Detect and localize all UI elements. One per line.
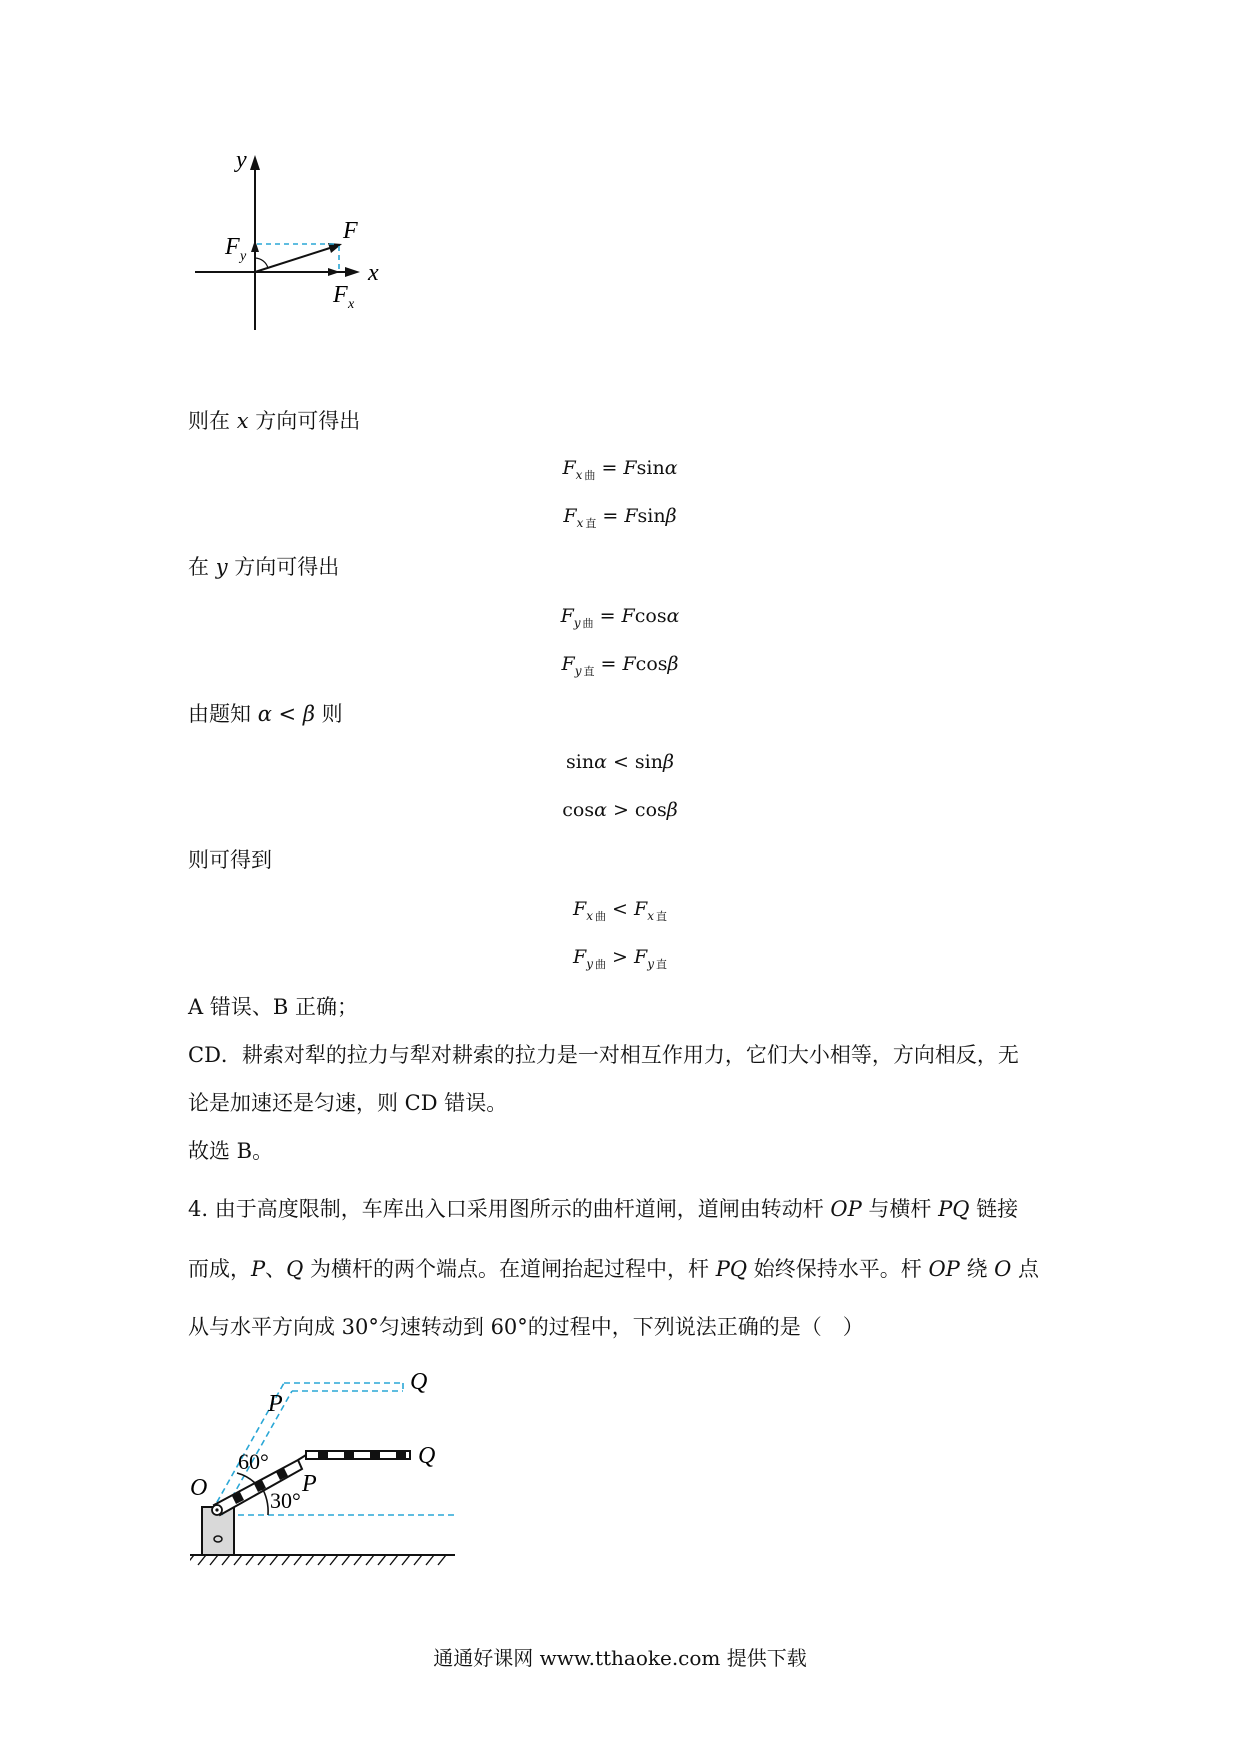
function-cos: cos [634, 799, 667, 821]
symbol-f: F [634, 898, 648, 920]
angle-beta: β [666, 799, 678, 821]
angle-alpha: α [666, 605, 680, 627]
symbol-f: F [573, 898, 587, 920]
ground-hatching [190, 1555, 446, 1565]
y-axis-label: y [236, 150, 247, 173]
operator: < [606, 751, 635, 773]
label-q-lower: Q [418, 1443, 436, 1469]
angle-alpha: α [257, 702, 272, 726]
equation-fx-curved [470, 459, 770, 481]
symbol-f: F [561, 653, 575, 675]
force-decomposition-figure [180, 150, 410, 340]
function-sin: sin [637, 505, 666, 527]
angle-alpha: α [594, 799, 607, 821]
equation-fy-straight [470, 655, 770, 677]
f-label: F [343, 218, 358, 244]
text-fragment: 则 [314, 702, 343, 726]
line-cd-explanation: CD．耕索对犁的拉力与犁对耕索的拉力是一对相互作用力，它们大小相等，方向相反，无 [188, 1043, 1019, 1067]
text-fragment: 则在 [188, 409, 237, 433]
text-fragment: 链接 [969, 1197, 1019, 1221]
label-angle-30: 30° [270, 1488, 301, 1513]
text-fragment: 4. 由于高度限制，车库出入口采用图所示的曲杆道闸，道闸由转动杆 [188, 1197, 831, 1221]
text-fragment: 始终保持水平。杆 [747, 1257, 929, 1281]
symbol-q: Q [286, 1257, 304, 1281]
label-p-lower: P [302, 1471, 317, 1497]
subscript-x: x [647, 909, 654, 923]
question-4-line-3: 从与水平方向成 30°匀速转动到 60°的过程中，下列说法正确的是（ ） [188, 1315, 864, 1339]
symbol-o: O [994, 1257, 1012, 1281]
force-vector-f [255, 247, 333, 272]
subscript-straight: 直 [655, 910, 667, 923]
rhs-f: = F [601, 457, 637, 479]
joint-link [298, 1455, 306, 1460]
line-y-direction [188, 557, 339, 578]
variable-y: y [215, 555, 228, 579]
function-cos: cos [634, 605, 667, 627]
subscript-x: x [586, 909, 593, 923]
operator: > [606, 799, 635, 821]
line-x-direction [188, 411, 360, 432]
text-fragment: 由题知 [188, 702, 258, 726]
text-fragment: 、 [265, 1257, 287, 1281]
angle-alpha: α [664, 457, 678, 479]
symbol-f: F [634, 946, 648, 968]
fx-arrowhead [328, 268, 340, 276]
angle-beta: β [667, 653, 679, 675]
subscript-y: y [586, 957, 593, 971]
question-4-line-1 [188, 1199, 1018, 1220]
text-fragment: 与横杆 [861, 1197, 939, 1221]
line-answer-b: 故选 B。 [188, 1139, 274, 1163]
inequality-cos [470, 801, 770, 820]
barrier-gate-figure [190, 1365, 490, 1580]
subscript-curved: 曲 [595, 958, 606, 971]
rhs-f: = F [602, 505, 638, 527]
fy-label-sub: y [240, 249, 247, 264]
subscript-curved: 曲 [582, 617, 594, 630]
operator: < [606, 898, 634, 920]
angle-beta: β [665, 505, 677, 527]
subscript-straight: 直 [585, 517, 597, 530]
line-cd-conclusion: 论是加速还是匀速，则 CD 错误。 [188, 1091, 508, 1115]
symbol-f: F [560, 605, 574, 627]
function-cos: cos [562, 799, 595, 821]
function-sin: sin [636, 457, 665, 479]
equation-fx-straight [470, 507, 770, 529]
line-given-alpha-beta [188, 704, 343, 725]
symbol-op: OP [928, 1257, 960, 1281]
rhs-f: = F [599, 605, 635, 627]
question-4-line-2 [188, 1259, 1039, 1280]
symbol-pq: PQ [938, 1197, 970, 1221]
symbol-f: F [573, 946, 587, 968]
inequality-sin [470, 753, 770, 772]
subscript-straight: 直 [655, 958, 667, 971]
function-cos: cos [635, 653, 668, 675]
subscript-y: y [574, 664, 582, 678]
subscript-y: y [573, 616, 581, 630]
pivot-center [215, 1508, 218, 1511]
inequality-fx [470, 900, 770, 922]
text-fragment: 点 [1011, 1257, 1040, 1281]
y-axis-arrow [250, 155, 260, 170]
label-q-raised: Q [410, 1369, 428, 1395]
fy-arrowhead [251, 240, 259, 252]
rhs-f: = F [600, 653, 636, 675]
label-o: O [190, 1475, 208, 1501]
text-fragment: 在 [188, 555, 216, 579]
x-axis-arrow [345, 267, 360, 277]
subscript-curved: 曲 [584, 469, 596, 482]
page-footer: 通通好课网 www.tthaoke.com 提供下载 [433, 1646, 807, 1670]
operator-less: < [271, 702, 303, 726]
function-sin: sin [634, 751, 663, 773]
function-sin: sin [566, 751, 595, 773]
x-axis-label: x [368, 260, 379, 286]
angle-alpha: α [594, 751, 607, 773]
text-fragment: 而成， [188, 1257, 251, 1281]
variable-x: x [236, 409, 249, 433]
angle-arc [255, 258, 268, 268]
text-fragment: 方向可得出 [227, 555, 340, 579]
equation-fy-curved [470, 607, 770, 629]
label-angle-60: 60° [238, 1449, 269, 1474]
symbol-f: F [563, 505, 577, 527]
text-fragment: 为横杆的两个端点。在道闸抬起过程中，杆 [303, 1257, 716, 1281]
fx-label-sub: x [348, 297, 355, 312]
symbol-op: OP [830, 1197, 862, 1221]
operator: > [606, 946, 634, 968]
symbol-p: P [251, 1257, 266, 1281]
subscript-x: x [575, 468, 583, 482]
fy-label: F [225, 234, 240, 260]
subscript-x: x [576, 516, 584, 530]
label-p-raised: P [268, 1391, 283, 1417]
text-fragment: 方向可得出 [248, 409, 361, 433]
subscript-y: y [647, 957, 654, 971]
line-a-wrong-b-right: A 错误、B 正确； [188, 995, 358, 1019]
angle-beta: β [302, 702, 315, 726]
symbol-pq: PQ [715, 1257, 748, 1281]
text-fragment: 绕 [959, 1257, 995, 1281]
symbol-f: F [562, 457, 576, 479]
subscript-straight: 直 [583, 665, 595, 678]
subscript-curved: 曲 [595, 910, 606, 923]
inequality-fy [470, 948, 770, 970]
angle-beta: β [663, 751, 674, 773]
fx-label: F [333, 282, 348, 308]
line-then: 则可得到 [188, 848, 272, 872]
